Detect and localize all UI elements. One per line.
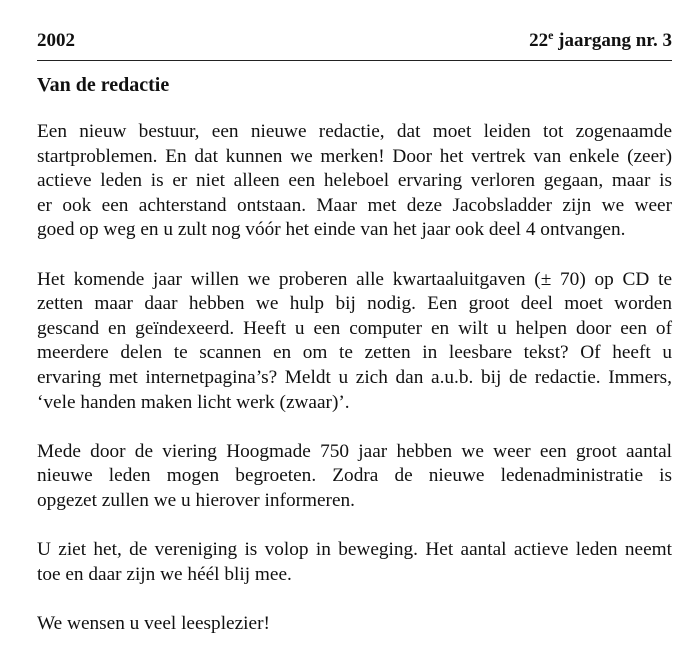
text-line: Het komende jaar willen we proberen alle kwartaaluitgaven (± 70) op CD te [37,268,672,290]
text-line: meerdere delen te scannen en om te zetten in leesbare tekst? Of heeft u [37,342,672,364]
paragraph-1 [37,120,672,243]
paragraph-4 [37,538,672,587]
text-line: zetten maar daar hebben we hulp bij nodig. Een groot deel moet worden [37,293,672,315]
text-line: U ziet het, de vereniging is volop in beweging. Het aantal actieve leden neemt [37,539,672,561]
issue-volume-label: jaargang nr. 3 [553,30,672,51]
text-line: actieve leden is er niet alleen een heleboel ervaring verloren gegaan, maar is [37,170,672,192]
text-line: ervaring met internetpagina’s? Meldt u zich dan a.u.b. bij de redactie. Immers, [37,366,672,388]
issue-ordinal-suffix: e [548,28,554,42]
text-line: We wensen u veel leesplezier! [37,612,270,634]
article-body [37,120,672,661]
text-line: Mede door de viering Hoogmade 750 jaar hebben we weer een groot aantal [37,440,672,462]
header-issue [529,30,672,52]
text-line: er ook een achterstand ontstaan. Maar met deze Jacobsladder zijn we weer [37,194,672,216]
text-line: nieuwe leden mogen begroeten. Zodra de nieuwe ledenadministratie is [37,465,672,487]
article-title: Van de redactie [37,74,170,96]
text-line: Een nieuw bestuur, een nieuwe redactie, dat moet leiden tot zogenaamde [37,121,672,142]
text-line: ‘vele handen maken licht werk (zwaar)’. [37,391,350,413]
paragraph-3 [37,440,672,514]
issue-number: 22 [529,30,549,51]
text-line: startproblemen. En dat kunnen we merken! Door het vertrek van enkele (zeer) [37,145,672,167]
text-line: gescand en geïndexeerd. Heeft u een computer en wilt u helpen door een of [37,317,672,339]
paragraph-2 [37,268,672,416]
header-year: 2002 [37,30,75,51]
text-line: goed op weg en u zult nog vóór het einde van het jaar ook deel 4 ontvangen. [37,219,626,241]
page-header [37,30,672,58]
text-line: toe en daar zijn we héél blij mee. [37,563,292,585]
paragraph-5 [37,612,672,637]
text-line: opgezet zullen we u hierover informeren. [37,489,355,511]
header-divider [37,60,672,61]
